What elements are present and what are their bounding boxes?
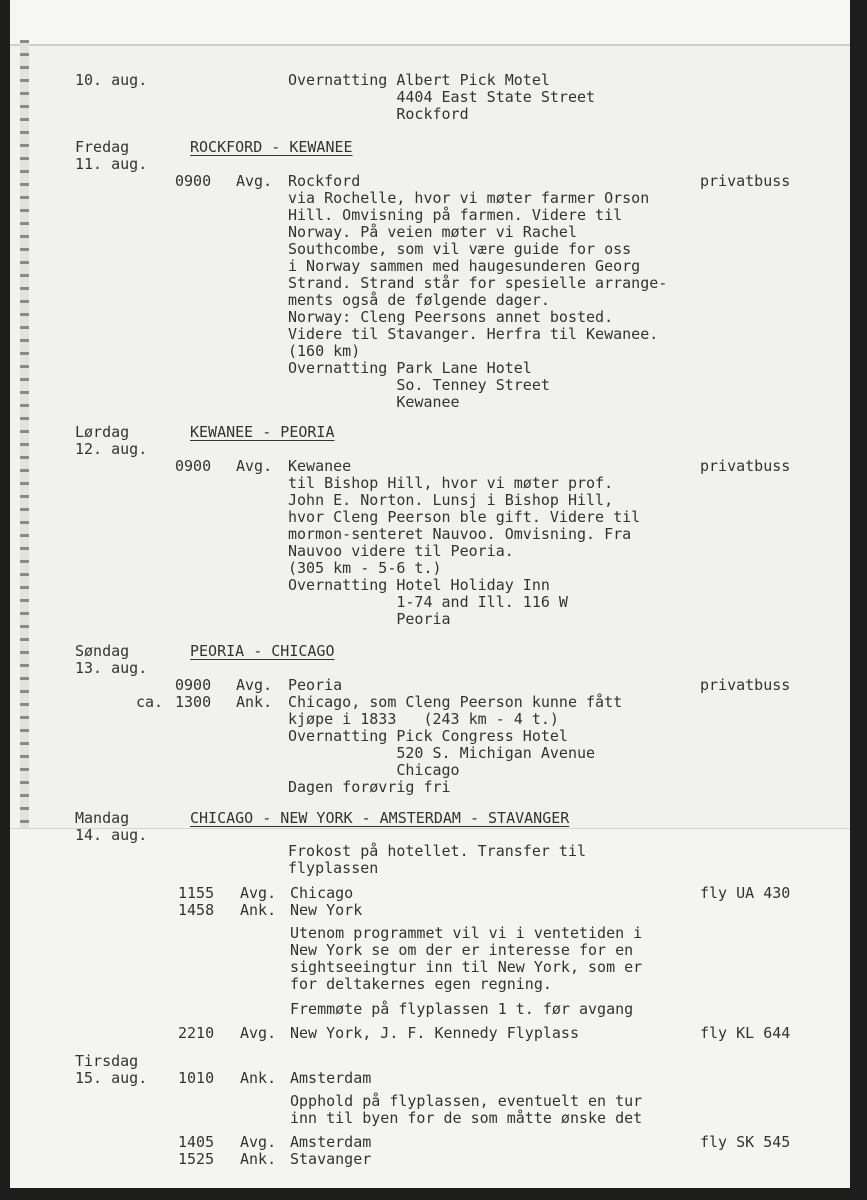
flight-number: fly SK 545 — [700, 1133, 791, 1151]
route-heading: PEORIA - CHICAGO — [190, 642, 335, 660]
text-line: Peoria — [288, 610, 451, 628]
text-line: flyplassen — [288, 859, 379, 877]
text-line: ments også de følgende dager. — [288, 291, 550, 309]
time: 1525 — [178, 1150, 215, 1168]
text-line: Videre til Stavanger. Herfra til Kewanee. — [288, 325, 659, 343]
weekday: Fredag — [75, 138, 130, 156]
text-line: hvor Cleng Peerson ble gift. Videre til — [288, 508, 641, 526]
text-line: for deltakernes egen regning. — [290, 975, 552, 993]
transport: privatbuss — [700, 172, 791, 190]
text-line: Overnatting Pick Congress Hotel — [288, 727, 568, 745]
time: 0900 — [175, 676, 212, 694]
date: 10. aug. — [75, 71, 148, 89]
text-line: (160 km) — [288, 342, 361, 360]
time: 1010 — [178, 1069, 215, 1087]
route-heading: CHICAGO - NEW YORK - AMSTERDAM - STAVANGER — [190, 809, 570, 827]
code: Avg. — [240, 1024, 277, 1042]
time: 1458 — [178, 901, 215, 919]
place: Chicago — [290, 884, 354, 902]
route-heading: KEWANEE - PEORIA — [190, 423, 335, 441]
date: 13. aug. — [75, 659, 148, 677]
date: 11. aug. — [75, 155, 148, 173]
weekday: Tirsdag — [75, 1052, 139, 1070]
code: Ank. — [240, 1069, 277, 1087]
text-line: Utenom programmet vil vi i ventetiden i — [290, 924, 643, 942]
weekday: Lørdag — [75, 423, 130, 441]
route-heading: ROCKFORD - KEWANEE — [190, 138, 353, 156]
flight-number: fly KL 644 — [700, 1024, 791, 1042]
text-line: Chicago — [288, 761, 460, 779]
transport: privatbuss — [700, 676, 791, 694]
text-line: Overnatting Park Lane Hotel — [288, 359, 532, 377]
binding-holes — [20, 40, 29, 860]
text-line: Hill. Omvisning på farmen. Videre til — [288, 206, 623, 224]
code: Avg. — [236, 457, 273, 475]
time: 1155 — [178, 884, 215, 902]
text-line: Southcombe, som vil være guide for oss — [288, 240, 632, 258]
date: 15. aug. — [75, 1069, 148, 1087]
place: New York — [290, 901, 363, 919]
text-line: Nauvoo videre til Peoria. — [288, 542, 514, 560]
code: Ank. — [236, 693, 273, 711]
place: Stavanger — [290, 1150, 372, 1168]
code: Avg. — [236, 172, 273, 190]
place: New York, J. F. Kennedy Flyplass — [290, 1024, 579, 1042]
text-line: So. Tenney Street — [288, 376, 550, 394]
text-line: Peoria — [288, 676, 343, 694]
place: Amsterdam — [290, 1069, 372, 1087]
code: Ank. — [240, 901, 277, 919]
text-line: Strand. Strand står for spesielle arrange- — [288, 274, 668, 292]
text-line: 4404 East State Street — [288, 88, 596, 106]
date: 12. aug. — [75, 440, 148, 458]
text-line: inn til byen for de som måtte ønske det — [290, 1109, 643, 1127]
text-line: Dagen forøvrig fri — [288, 778, 451, 796]
text-line: i Norway sammen med haugesunderen Georg — [288, 257, 641, 275]
flight-number: fly UA 430 — [700, 884, 791, 902]
approx-prefix: ca. — [136, 693, 164, 711]
text-line: sightseeingtur inn til New York, som er — [290, 958, 643, 976]
code: Ank. — [240, 1150, 277, 1168]
code: Avg. — [236, 676, 273, 694]
text-line: Opphold på flyplassen, eventuelt en tur — [290, 1092, 643, 1110]
text-line: Kewanee — [288, 457, 352, 475]
time: 0900 — [175, 172, 212, 190]
text-line: kjøpe i 1833 (243 km - 4 t.) — [288, 710, 559, 728]
top-fold — [10, 0, 850, 46]
text-line: Overnatting Albert Pick Motel — [288, 71, 550, 89]
place: Amsterdam — [290, 1133, 372, 1151]
text-line: Norway: Cleng Peersons annet bosted. — [288, 308, 614, 326]
time: 0900 — [175, 457, 212, 475]
text-line: John E. Norton. Lunsj i Bishop Hill, — [288, 491, 614, 509]
time: 1405 — [178, 1133, 215, 1151]
document-page — [10, 0, 850, 1188]
text-line: New York se om der er interesse for en — [290, 941, 634, 959]
date: 14. aug. — [75, 826, 148, 844]
transport: privatbuss — [700, 457, 791, 475]
text-line: Frokost på hotellet. Transfer til — [288, 842, 587, 860]
text-line: Rockford — [288, 172, 361, 190]
text-line: Rockford — [288, 105, 469, 123]
text-line: Chicago, som Cleng Peerson kunne fått — [288, 693, 623, 711]
text-line: Fremmøte på flyplassen 1 t. før avgang — [290, 1000, 634, 1018]
code: Avg. — [240, 1133, 277, 1151]
weekday: Søndag — [75, 642, 130, 660]
text-line: Overnatting Hotel Holiday Inn — [288, 576, 550, 594]
text-line: mormon-senteret Nauvoo. Omvisning. Fra — [288, 525, 632, 543]
text-line: Norway. På veien møter vi Rachel — [288, 223, 577, 241]
text-line: til Bishop Hill, hvor vi møter prof. — [288, 474, 614, 492]
text-line: 1-74 and Ill. 116 W — [288, 593, 568, 611]
text-line: 520 S. Michigan Avenue — [288, 744, 596, 762]
time: 1300 — [175, 693, 212, 711]
text-line: Kewanee — [288, 393, 460, 411]
time: 2210 — [178, 1024, 215, 1042]
text-line: (305 km - 5-6 t.) — [288, 559, 442, 577]
weekday: Mandag — [75, 809, 130, 827]
code: Avg. — [240, 884, 277, 902]
text-line: via Rochelle, hvor vi møter farmer Orson — [288, 189, 650, 207]
